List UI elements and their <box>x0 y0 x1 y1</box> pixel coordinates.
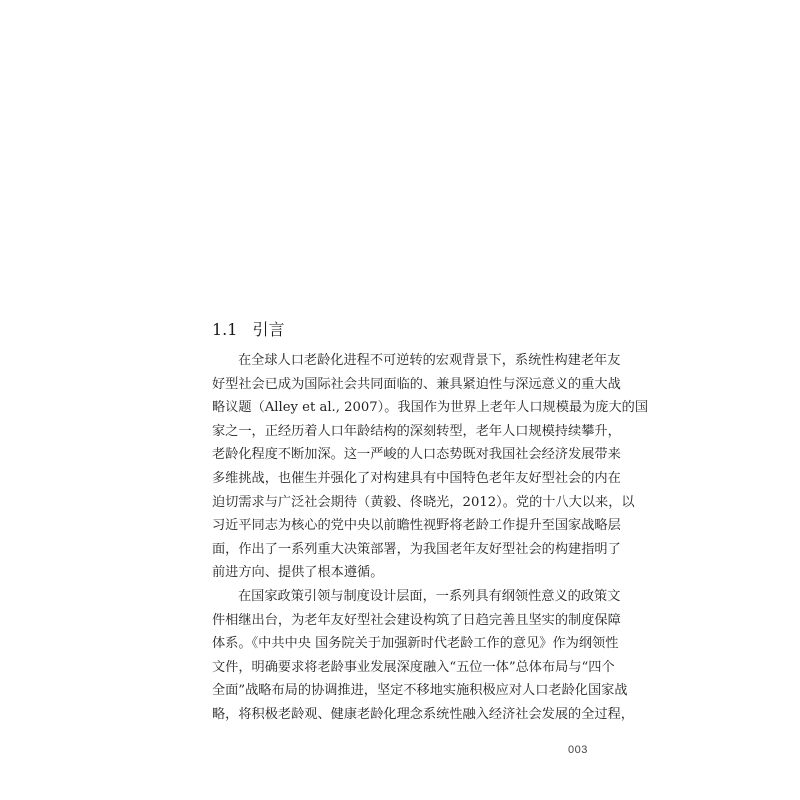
text-line: 面，作出了一系列重大决策部署，为我国老年友好型社会的构建指明了 <box>212 541 621 557</box>
text-line: 略，将积极老龄观、健康老龄化理念系统性融入经济社会发展的全过程， <box>212 706 634 722</box>
text-line: 在全球人口老龄化进程不可逆转的宏观背景下，系统性构建老年友 <box>238 353 621 368</box>
text-line: 全面”战略布局的协调推进，坚定不移地实施积极应对人口老龄化国家战 <box>212 683 628 699</box>
text-line: 迫切需求与广泛社会期待（黄毅、佟晓光，2012）。党的十八大以来，以 <box>212 494 635 510</box>
text-line: 老龄化程度不断加深。这一严峻的人口态势既对我国社会经济发展带来 <box>212 447 621 463</box>
section-heading <box>212 316 285 344</box>
section-title-text: 引言 <box>252 320 285 339</box>
text-line: 好型社会已成为国际社会共同面临的、兼具紧迫性与深远意义的重大战 <box>212 376 621 392</box>
text-line: 在国家政策引领与制度设计层面，一系列具有纲领性意义的政策文 <box>238 588 621 604</box>
text-line: 多维挑战，也催生并强化了对构建具有中国特色老年友好型社会的内在 <box>212 470 621 486</box>
paragraph <box>212 349 649 585</box>
text-line: 文件，明确要求将老龄事业发展深度融入“五位一体”总体布局与“四个 <box>212 659 615 675</box>
paragraph <box>212 585 634 727</box>
text-line: 体系。《中共中央 国务院关于加强新时代老龄工作的意见》作为纲领性 <box>212 636 619 652</box>
text-line: 前进方向、提供了根本遵循。 <box>212 565 384 581</box>
text-line: 件相继出台，为老年友好型社会建设构筑了日趋完善且坚实的制度保障 <box>212 612 621 628</box>
text-line: 家之一，正经历着人口年龄结构的深刻转型，老年人口规模持续攀升， <box>212 423 621 439</box>
text-line: 略议题（Alley et al., 2007）。我国作为世界上老年人口规模最为庞大的国 <box>212 400 649 416</box>
page-number: 003 <box>568 744 588 756</box>
section-number: 1.1 <box>212 320 238 339</box>
body-text <box>212 349 649 727</box>
text-line: 习近平同志为核心的党中央以前瞻性视野将老龄工作提升至国家战略层 <box>212 518 621 534</box>
